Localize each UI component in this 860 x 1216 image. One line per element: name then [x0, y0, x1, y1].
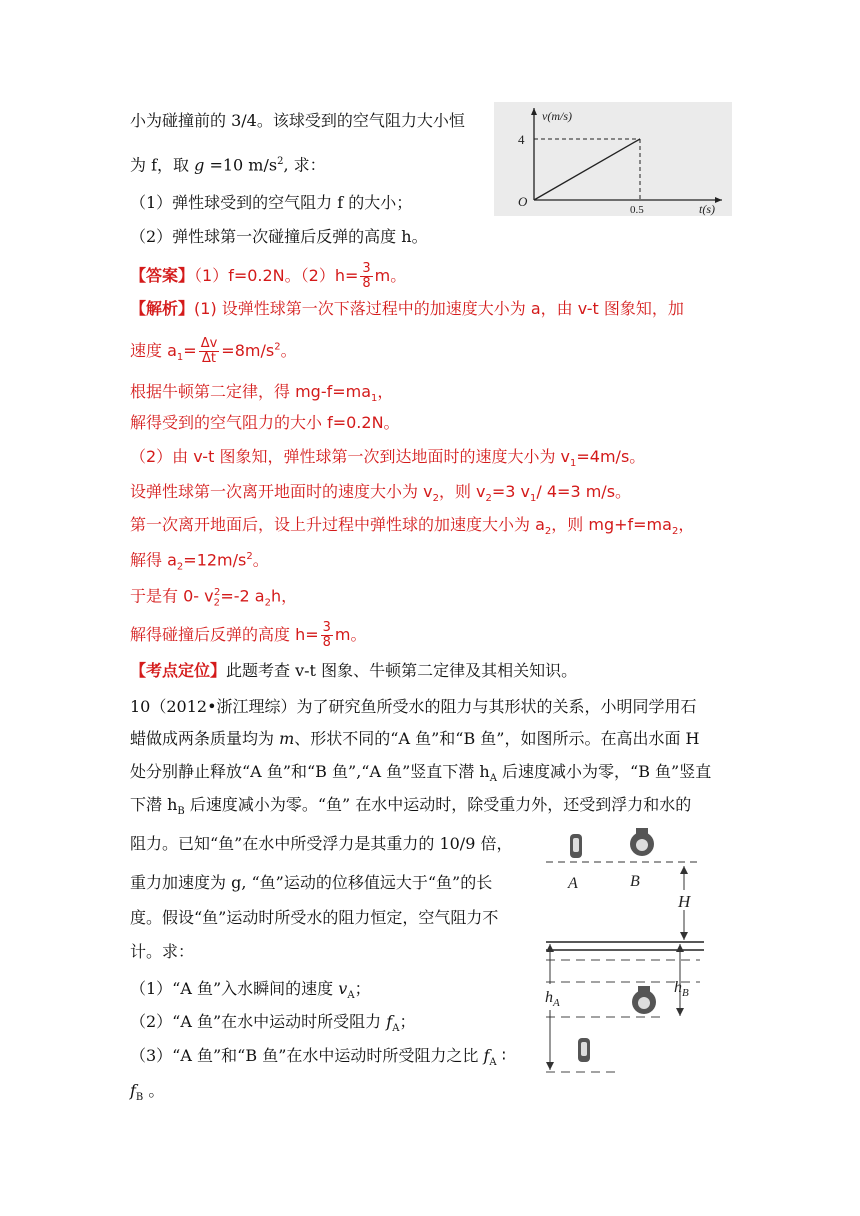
- ha-arrow-down: [546, 1062, 554, 1070]
- text-fragment: 后速度减小为零，“B 鱼”竖直: [496, 762, 712, 781]
- kaodian-tag: 【考点定位】: [130, 661, 227, 680]
- fish-figure-svg: [540, 824, 710, 1080]
- x-tick-label: 0.5: [630, 204, 644, 216]
- problem9-line2: [130, 152, 326, 175]
- answer-line: [130, 262, 406, 291]
- text-fragment: 。: [252, 550, 269, 570]
- problem10-line5: 阻力。已知“鱼”在水中所受浮力是其重力的 10/9 倍，: [130, 834, 513, 853]
- var-f: f: [483, 1046, 490, 1065]
- denominator: 8: [322, 635, 331, 650]
- text-fragment: 根据牛顿第二定律，得 mg-f=ma: [130, 382, 372, 401]
- fish-b-top: [630, 828, 654, 856]
- denominator: Δt: [201, 351, 216, 366]
- analysis-line1: [130, 299, 684, 319]
- analysis-line3: [130, 382, 393, 409]
- origin-label: O: [518, 194, 528, 209]
- analysis-line2: [130, 337, 297, 368]
- text-fragment: m。: [334, 625, 367, 644]
- var-f: f: [386, 1012, 393, 1031]
- text-fragment: 解得碰撞后反弹的高度 h=: [130, 625, 319, 644]
- text-fragment: 速度 a: [130, 341, 177, 360]
- x-axis-label: t(s): [699, 202, 715, 216]
- subscript: 2: [213, 597, 220, 609]
- problem10-line6: 重力加速度为 g, “鱼”运动的位移值远大于“鱼”的长: [130, 873, 493, 892]
- problem10-question3: [130, 1046, 506, 1073]
- text-fragment: =12m/s: [183, 550, 247, 570]
- superscript: 2: [274, 341, 281, 353]
- var-m: m: [279, 729, 295, 748]
- var-g: g: [194, 155, 205, 175]
- label-b: B: [630, 873, 640, 890]
- problem10-question2: [130, 1012, 415, 1039]
- x-axis-arrow: [715, 197, 722, 203]
- problem10-line1: 10（2012•浙江理综）为了研究鱼所受水的阻力与其形状的关系，小明同学用石: [130, 697, 697, 716]
- answer-tag: 【答案】: [130, 266, 195, 285]
- subscript: 2: [176, 561, 184, 573]
- analysis-text: (1) 设弹性球第一次下落过程中的加速度大小为 a，由 v-t 图象知，加: [194, 299, 684, 318]
- var-f: f: [130, 1081, 136, 1100]
- problem10-line4: [130, 795, 691, 822]
- problem10-line2: [130, 729, 700, 749]
- height-fraction: [321, 621, 333, 650]
- text-fragment: （2）“A 鱼”在水中运动时所受阻力: [130, 1012, 387, 1031]
- kaodian-line: [130, 661, 577, 681]
- text-fragment: ，则 mg+f=ma: [551, 515, 672, 534]
- text-fragment: 蜡做成两条质量均为: [130, 729, 280, 748]
- kaodian-text: 此题考查 v-t 图象、牛顿第二定律及其相关知识。: [226, 661, 578, 680]
- y-axis-arrow: [531, 108, 537, 115]
- text-fragment: =4m/s。: [576, 447, 646, 466]
- subscript: 1: [371, 393, 378, 405]
- analysis-line4: 解得受到的空气阻力的大小 f=0.2N。: [130, 413, 400, 432]
- analysis-tag: 【解析】: [130, 299, 195, 318]
- analysis-line8: [130, 547, 269, 578]
- analysis-line6: [130, 482, 631, 509]
- vt-graph: [494, 102, 732, 216]
- fish-b-bottom: [632, 986, 656, 1014]
- text-fragment: , 求：: [283, 155, 326, 175]
- label-a: A: [568, 875, 578, 892]
- text-fragment: 解得 a: [130, 550, 177, 570]
- subscript: A: [392, 1023, 400, 1035]
- text-fragment: 第一次离开地面后，设上升过程中弹性球的加速度大小为 a: [130, 515, 545, 534]
- text-fragment: ，: [377, 382, 394, 401]
- subscript: A: [489, 773, 497, 785]
- numerator: 3: [322, 620, 331, 635]
- text-fragment: 、形状不同的“A 鱼”和“B 鱼”，如图所示。在高出水面 H: [294, 729, 700, 748]
- numerator: Δv: [200, 336, 218, 351]
- text-fragment: ；: [399, 1012, 416, 1031]
- text-fragment: =8m/s: [221, 341, 275, 360]
- answer-fraction: [360, 262, 372, 291]
- text-fragment: ；: [354, 979, 371, 998]
- hb-arrow-up: [676, 944, 684, 952]
- analysis-line7: [130, 515, 694, 542]
- text-fragment: ，: [678, 515, 695, 534]
- subscript: 1: [176, 352, 184, 364]
- problem10-line8: 计。求：: [130, 942, 195, 961]
- subscript: 1: [530, 493, 537, 505]
- label-h: H: [678, 892, 691, 911]
- problem9-question2: （2）弹性球第一次碰撞后反弹的高度 h。: [130, 227, 428, 246]
- problem9-question1: （1）弹性球受到的空气阻力 f 的大小；: [130, 193, 413, 212]
- text-fragment: （1）“A 鱼”入水瞬间的速度: [130, 979, 339, 998]
- fish-figure: [540, 824, 710, 1080]
- text-fragment: / 4=3 m/s。: [536, 482, 632, 501]
- problem10-question3-cont: [130, 1081, 164, 1108]
- text-fragment: 下潜 h: [130, 795, 178, 814]
- subscript: 2: [485, 493, 492, 505]
- text-fragment: 设弹性球第一次离开地面时的速度大小为 v: [130, 482, 433, 501]
- subscript: A: [489, 1057, 497, 1069]
- subscript: 2: [544, 526, 552, 538]
- subscript: 2: [671, 526, 679, 538]
- subscript: B: [135, 1092, 144, 1104]
- text-fragment: 于是有 0- v: [130, 586, 214, 606]
- text-fragment: =-2 a: [220, 586, 265, 606]
- answer-text: （1）f=0.2N。（2）h=: [194, 266, 359, 285]
- label-hb: $h_B$: [674, 979, 689, 999]
- text-fragment: h，: [270, 586, 298, 606]
- text-fragment: （3）“A 鱼”和“B 鱼”在水中运动时所受阻力之比: [130, 1046, 484, 1065]
- problem10-line3: [130, 762, 711, 789]
- text-fragment: 为 f，取: [130, 155, 195, 175]
- ha-arrow-up: [546, 944, 554, 952]
- text-fragment: ，则 v: [438, 482, 486, 501]
- fish-a-bottom: [578, 1038, 590, 1062]
- text-fragment: 处分别静止释放“A 鱼”和“B 鱼”,“A 鱼”竖直下潜 h: [130, 762, 490, 781]
- y-axis-label: v(m/s): [542, 109, 572, 123]
- subscript: 1: [570, 458, 577, 470]
- superscript: 2: [246, 551, 253, 562]
- text-fragment: =: [183, 341, 197, 360]
- analysis-line10: [130, 621, 367, 650]
- subscript: A: [347, 990, 355, 1002]
- analysis-line9: [130, 583, 297, 614]
- denominator: 8: [362, 276, 371, 291]
- text-fragment: ∶: [496, 1046, 506, 1065]
- fish-a-top: [570, 834, 582, 858]
- subscript: B: [177, 806, 185, 818]
- superscript: 2: [277, 156, 284, 167]
- label-ha: $h_A$: [545, 989, 560, 1009]
- text-fragment: 。: [143, 1081, 165, 1100]
- var-v: v: [338, 979, 348, 998]
- text-fragment: =10 m/s: [204, 155, 278, 175]
- problem9-line1: 小为碰撞前的 3/4。该球受到的空气阻力大小恒: [130, 111, 465, 130]
- hb-arrow-down: [676, 1008, 684, 1016]
- problem10-line7: 度。假设“鱼”运动时所受水的阻力恒定，空气阻力不: [130, 908, 499, 927]
- y-tick-label: 4: [518, 132, 525, 147]
- delta-fraction: [199, 337, 220, 366]
- superscript: 2: [213, 587, 221, 598]
- subscript: 2: [432, 493, 439, 505]
- text-fragment: 。: [280, 341, 297, 360]
- vt-graph-svg: [494, 102, 732, 216]
- text-fragment: =3 v: [491, 482, 531, 501]
- analysis-line5: [130, 447, 645, 474]
- h-arrow-down: [680, 932, 688, 940]
- text-fragment: 后速度减小为零。“鱼” 在水中运动时，除受重力外，还受到浮力和水的: [184, 795, 692, 814]
- numerator: 3: [362, 261, 371, 276]
- text-fragment: （2）由 v-t 图象知，弹性球第一次到达地面时的速度大小为 v: [130, 447, 570, 466]
- subscript: 2: [264, 597, 271, 609]
- velocity-line: [534, 139, 640, 200]
- h-arrow-up: [680, 866, 688, 874]
- problem10-question1: [130, 979, 371, 1006]
- answer-unit: m。: [374, 266, 407, 285]
